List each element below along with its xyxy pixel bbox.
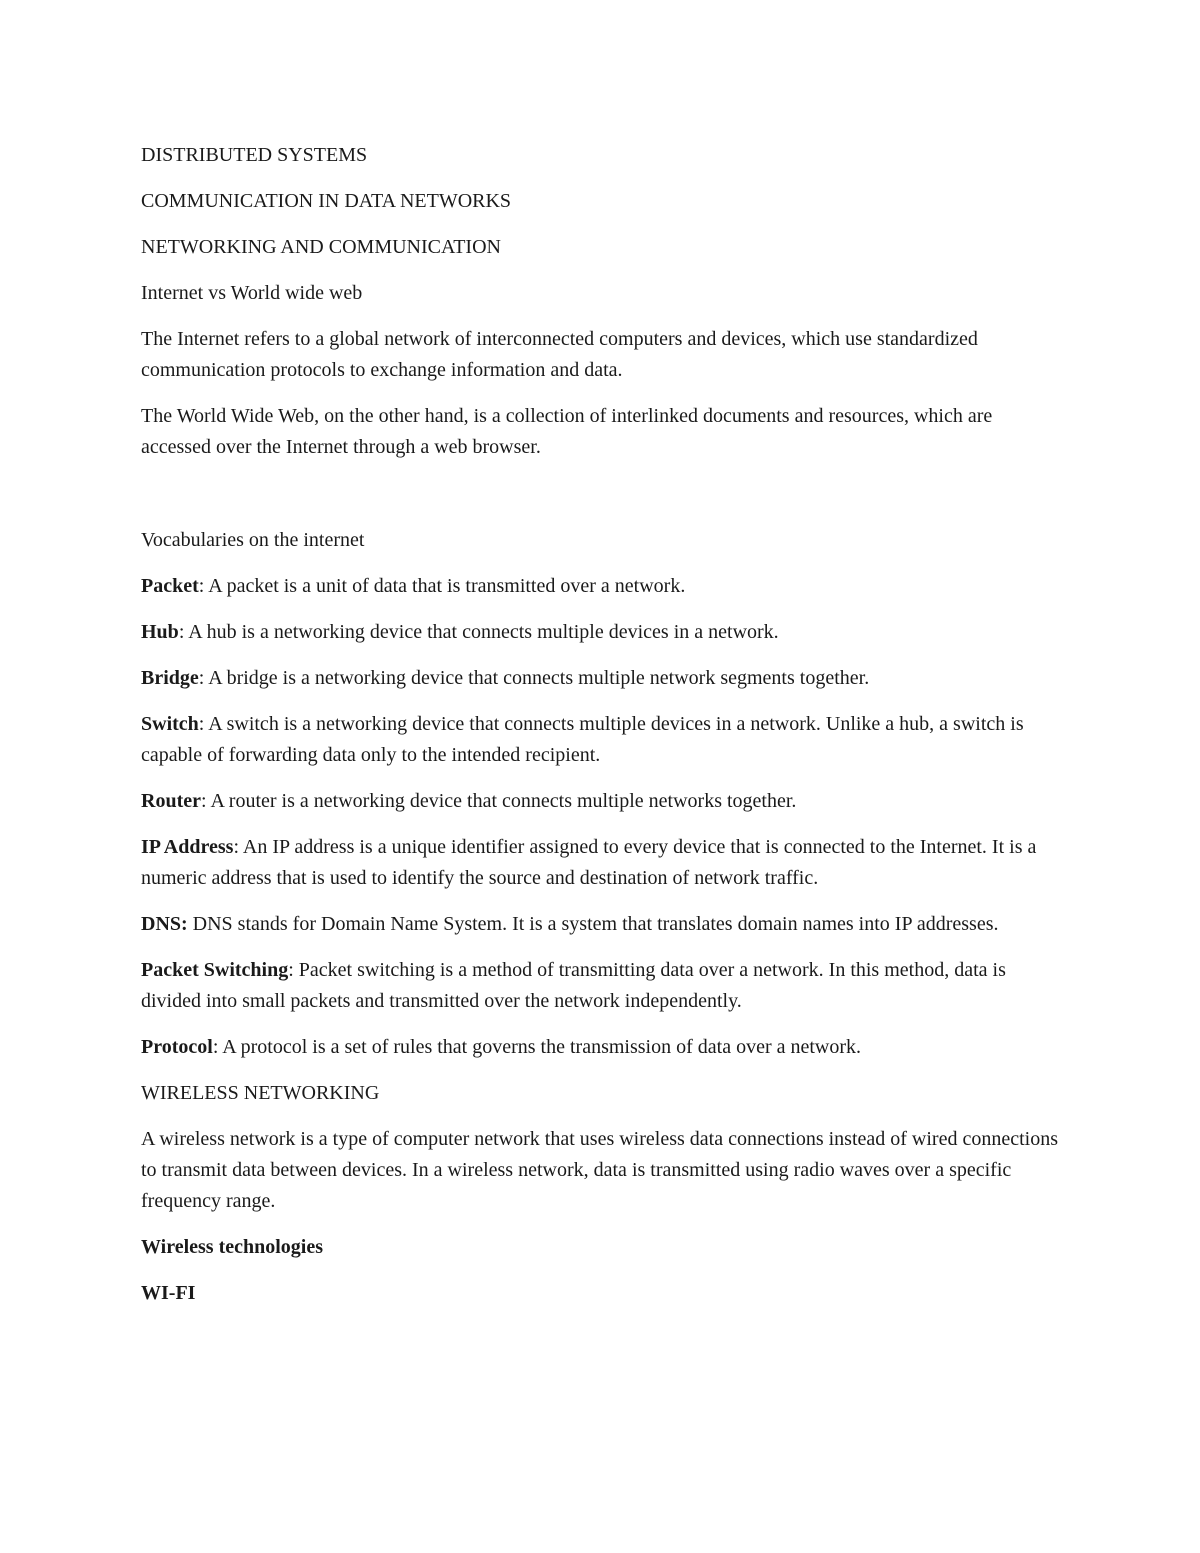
term-switch	[141, 709, 1061, 771]
term-separator: :	[212, 1036, 219, 1058]
wireless-technologies-label: Wireless technologies	[141, 1236, 324, 1258]
term-label: Hub	[141, 621, 179, 643]
term-definition: A router is a networking device that connects multiple networks together.	[206, 790, 797, 812]
paragraph-wireless: A wireless network is a type of computer network that uses wireless data connections instead of wired connections to transmit data between devices. In a wireless network, data is transmitted using radio waves over a specific frequency range.	[141, 1128, 1058, 1212]
section-heading-wireless: WIRELESS NETWORKING	[141, 1082, 380, 1104]
paragraph-internet: The Internet refers to a global network of interconnected computers and devices, which use standardized communication protocols to exchange information and data.	[141, 328, 978, 381]
term-label: DNS:	[141, 913, 188, 935]
term-separator: :	[198, 667, 205, 689]
document-page	[141, 140, 1061, 1324]
term-separator: :	[198, 713, 205, 735]
subheading-wireless-technologies	[141, 1232, 1061, 1263]
term-definition: A packet is a unit of data that is transmitted over a network.	[204, 575, 686, 597]
term-label: IP Address	[141, 836, 234, 858]
term-packet	[141, 571, 1061, 602]
term-hub	[141, 617, 1061, 648]
document-title: DISTRIBUTED SYSTEMS	[141, 144, 368, 166]
term-bridge	[141, 663, 1061, 694]
term-protocol	[141, 1032, 1061, 1063]
section-heading-communication: COMMUNICATION IN DATA NETWORKS	[141, 190, 512, 212]
term-label: Switch	[141, 713, 199, 735]
term-definition: An IP address is a unique identifier assigned to every device that is connected to the Internet. It is a numeric address that is used to identify the source and destination of network traffic.	[141, 836, 1037, 889]
section-heading-networking: NETWORKING AND COMMUNICATION	[141, 236, 501, 258]
blank-line	[141, 478, 1061, 525]
subheading-wifi	[141, 1278, 1061, 1309]
term-label: Packet	[141, 575, 199, 597]
vocabulary-heading: Vocabularies on the internet	[141, 529, 365, 551]
term-label: Router	[141, 790, 201, 812]
term-router	[141, 786, 1061, 817]
term-separator: :	[233, 836, 240, 858]
term-definition: A bridge is a networking device that connects multiple network segments together.	[204, 667, 870, 689]
term-separator: :	[200, 790, 207, 812]
term-label: Protocol	[141, 1036, 213, 1058]
term-separator: :	[288, 959, 294, 981]
term-definition: A protocol is a set of rules that governs the transmission of data over a network.	[218, 1036, 862, 1058]
term-definition: A hub is a networking device that connects multiple devices in a network.	[184, 621, 779, 643]
term-separator: :	[178, 621, 185, 643]
term-definition: Packet switching is a method of transmitting data over a network. In this method, data is divided into small packets and transmitted over the network independently.	[141, 959, 1006, 1012]
term-separator: :	[198, 575, 205, 597]
paragraph-www: The World Wide Web, on the other hand, is a collection of interlinked documents and resources, which are accessed over the Internet through a web browser.	[141, 405, 993, 458]
term-definition: A switch is a networking device that connects multiple devices in a network. Unlike a hub, a switch is capable of forwarding data only to the intended recipient.	[141, 713, 1024, 766]
term-definition: DNS stands for Domain Name System. It is a system that translates domain names into IP addresses.	[187, 913, 999, 935]
term-ip-address	[141, 832, 1061, 894]
term-label: Packet Switching	[141, 959, 289, 981]
subheading-internet-vs-www: Internet vs World wide web	[141, 282, 363, 304]
term-label: Bridge	[141, 667, 199, 689]
term-dns	[141, 909, 1061, 940]
term-packet-switching	[141, 955, 1061, 1017]
wifi-label: WI-FI	[141, 1282, 196, 1304]
